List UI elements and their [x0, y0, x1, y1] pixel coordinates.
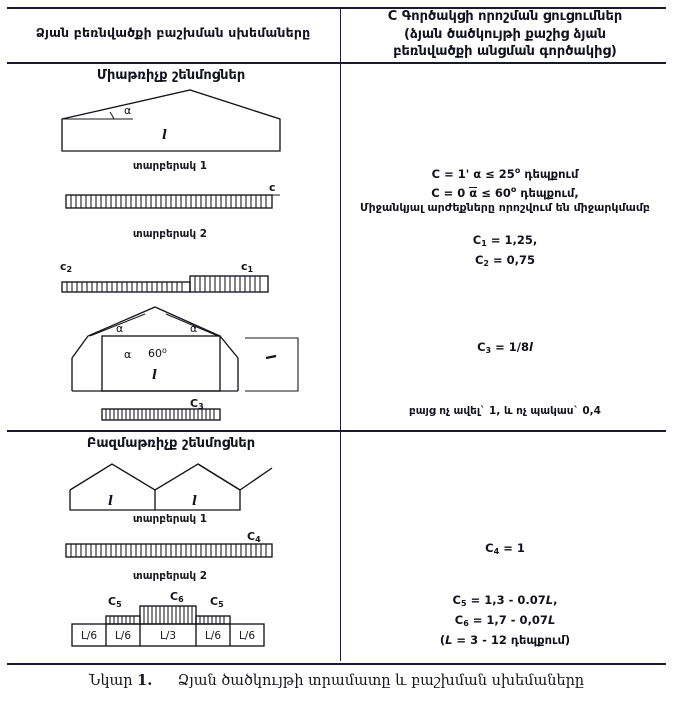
header-left-title: Ձյան բեռնվածքի բաշխման սխեմաները	[35, 25, 311, 40]
header-right-line1: C Գործակցի որոշման ցուցումներ	[387, 9, 623, 24]
formula-c3-value: $C_3 = 1/8l$	[477, 340, 533, 355]
svg-text:l: l	[108, 494, 113, 509]
diagram1-caption: տարբերակ 1	[132, 160, 208, 172]
header-right-title	[344, 8, 666, 61]
formula-interpolation-note: Միջանկյալ արժեքները որոշվում են միջարկմամբ	[360, 201, 650, 214]
diagram-multi-uniform-bar	[62, 530, 297, 560]
column-divider	[340, 7, 341, 661]
figure-caption-number: 1.	[137, 672, 153, 689]
header-right-line3: բեռնվածքի անցման գործակից)	[393, 44, 617, 59]
svg-text:l: l	[152, 368, 157, 383]
formula-c6-value: $C_6 = 1,7 - 0,07L$	[454, 613, 556, 628]
section-title-multi-span: Բազմաթռիչք շենմոցներ	[86, 436, 256, 451]
section-rule	[7, 430, 666, 432]
formula-c3-limits: բայց ոչ ավել` 1, և ոչ պակաս` 0,4	[409, 405, 601, 417]
cell-label-2: L/6	[114, 630, 132, 642]
svg-text:C3: C3	[190, 397, 204, 411]
diagram2-caption: տարբերակ 2	[132, 228, 208, 240]
diagram5-caption: տարբերակ 1	[132, 513, 208, 525]
svg-text:C5: C5	[210, 595, 224, 609]
formula-c1-c2	[344, 232, 666, 272]
figure-caption-label: Նկար	[88, 673, 133, 689]
cell-label-4: L/6	[204, 630, 222, 642]
figure-caption	[0, 672, 673, 689]
formula-c0-line: C = 0 $\alpha \le 60^o$ դեպքում,	[431, 184, 579, 200]
cell-label-5: L/6	[238, 630, 256, 642]
svg-text:α: α	[190, 322, 198, 335]
svg-text:C4: C4	[247, 530, 261, 544]
diagram-gable-angles	[60, 296, 320, 421]
svg-text:c2: c2	[60, 260, 73, 274]
formula-c1-value: $C_1 = 1,25$,	[472, 233, 538, 248]
diagram-L-segments	[62, 592, 297, 652]
label-c: c	[269, 181, 276, 194]
svg-text:α: α	[124, 348, 132, 361]
formula-c5-value: $C_5 = 1,3 - 0.07L$,	[452, 593, 558, 608]
svg-text:C6: C6	[170, 590, 184, 604]
svg-text:l: l	[192, 494, 197, 509]
header-rule	[7, 62, 666, 64]
svg-text:60o: 60$^o$	[148, 346, 167, 360]
svg-text:C5: C5	[108, 595, 122, 609]
section-title-single-span: Միաթռիչք շենմոցներ	[96, 68, 246, 83]
cell-label-3: L/3	[159, 630, 177, 642]
formula-c1-line: C = 1' $\alpha \le 25^o$ դեպքում	[431, 166, 579, 181]
svg-text:c1: c1	[241, 260, 254, 274]
header-right-line2: (ձյան ծածկույթի քաշից ձյան	[404, 26, 606, 42]
diagram-single-span-building	[40, 86, 320, 158]
diagram6-caption: տարբերակ 2	[132, 570, 208, 582]
figure-caption-text: Ձյան ծածկույթի տրամատը և բաշխման սխեմաները	[177, 673, 585, 689]
cell-label-1: L/6	[80, 630, 98, 642]
formula-L-range: (L = 3 - 12 դեպքում)	[439, 633, 571, 647]
diagram-uniform-snow-bar	[62, 181, 282, 212]
svg-text:α: α	[116, 322, 124, 335]
svg-text:l: l	[162, 128, 167, 143]
svg-text:α: α	[124, 104, 132, 117]
formula-c2-value: $C_2 = 0,75$	[474, 253, 536, 268]
formula-c5-c6	[344, 592, 666, 648]
diagram-multi-span-building	[60, 458, 310, 514]
diagram-stepped-snow-bar	[55, 258, 290, 294]
formula-c-conditions	[344, 163, 666, 201]
formula-c4-value: $C_4 = 1$	[485, 541, 525, 556]
